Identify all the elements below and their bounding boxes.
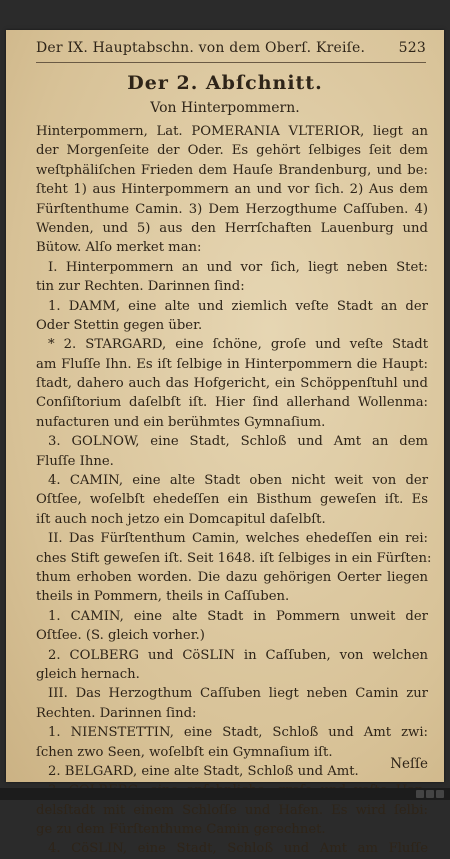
text-line: gleich hernach. (36, 666, 140, 682)
text-line: I. Hinterpommern an und vor ſich, liegt neben Stet: (48, 259, 428, 275)
text-line: 1. NIENSTETTIN, eine Stadt, Schloß und Amt zwi: (48, 725, 428, 741)
logo-icon (436, 790, 444, 798)
text-line: Oder Stettin gegen über. (36, 317, 203, 333)
text-line: nufacturen und ein berühmtes Gymnaſium. (36, 414, 326, 430)
text-line: II. Das Fürſtenthum Camin, welches ehedeſſen ein rei: (48, 531, 428, 547)
text-line: Wenden, und 5) aus den Herrſchaften Lauenburg und (36, 220, 428, 236)
running-head-title: Der IX. Hauptabschn. von dem Oberſ. Kreiſe. (36, 40, 366, 56)
text-line: thum erhoben worden. Die dazu gehörigen Oerter liegen (36, 569, 428, 585)
text-line: delsſtadt mit einem Schloſſe und Hafen. Es wird ſelbi: (36, 802, 428, 818)
text-line: 1. CAMIN, eine alte Stadt in Pommern unweit der (48, 608, 428, 624)
text-line: Hinterpommern, Lat. POMERANIA VLTERIOR, liegt an (36, 124, 428, 139)
text-line: 3. GOLNOW, eine Stadt, Schloß und Amt an dem (48, 434, 428, 450)
text-line: Oſtſee, woſelbſt ehedeſſen ein Bisthum geweſen iſt. Es (36, 492, 428, 508)
text-line: 2. COLBERG und CöSLIN in Caſſuben, von welchen (48, 647, 428, 663)
text-line: am Fluſſe Ihn. Es iſt ſelbige in Hinterpommern die Haupt: (36, 356, 428, 372)
text-line: ge zu dem Fürſtenthume Camin gerechnet. (36, 822, 326, 838)
text-line: der Morgenſeite der Oder. Es gehört ſelbiges ſeit dem (36, 143, 428, 159)
text-line: Fürſtenthume Camin. 3) Dem Herzogthume Caſſuben. 4) (36, 201, 428, 217)
text-line: ſtadt, dahero auch das Hofgericht, ein Schöppenſtuhl und (36, 376, 428, 392)
logo-group (416, 790, 444, 798)
text-line: ſteht 1) aus Hinterpommern an und vor ſich. 2) Aus dem (36, 182, 428, 198)
logo-icon (416, 790, 424, 798)
text-line: tin zur Rechten. Darinnen ſind: (36, 279, 245, 295)
text-line: Rechten. Darinnen ſind: (36, 705, 197, 721)
catchword: Neſſe (390, 756, 428, 772)
text-line: 4. CAMIN, eine alte Stadt oben nicht weit von der (48, 473, 428, 489)
page-number: 523 (398, 40, 426, 56)
text-line: weſtphäliſchen Frieden dem Hauſe Brandenburg, und be: (36, 162, 428, 178)
text-line: Oſtſee. (S. gleich vorher.) (36, 628, 205, 644)
body-text (36, 122, 432, 859)
text-line: III. Das Herzogthum Caſſuben liegt neben Camin zur (48, 686, 428, 702)
header-rule (36, 62, 426, 63)
text-line: Bütow. Alſo merket man: (36, 240, 202, 256)
text-line: 2. BELGARD, eine alte Stadt, Schloß und Amt. (48, 763, 359, 779)
text-line: ſchen zwo Seen, woſelbſt ein Gymnaſium iſt. (36, 744, 333, 760)
book-page (6, 30, 444, 857)
text-line: 1. DAMM, eine alte und ziemlich veſte Stadt an der (48, 298, 428, 314)
viewer-status-bar (0, 788, 450, 800)
text-line: * 2. STARGARD, eine ſchöne, groſe und veſte Stadt (48, 337, 428, 353)
text-line: ches Stift geweſen iſt. Seit 1648. iſt ſelbiges in ein Fürſten: (36, 550, 432, 566)
text-line: Fluſſe Ihne. (36, 453, 114, 469)
text-line: iſt auch noch jetzo ein Domcapitul daſelbſt. (36, 511, 326, 527)
text-line: theils in Pommern, theils in Caſſuben. (36, 589, 290, 605)
text-line: Conſiſtorium daſelbſt iſt. Hier ſind allerhand Wollenma: (36, 395, 428, 411)
logo-icon (426, 790, 434, 798)
text-line: 4. CöSLIN, eine Stadt, Schloß und Amt am Fluſſe (48, 841, 428, 857)
section-subheading: Von Hinterpommern. (150, 100, 300, 116)
running-head (36, 40, 426, 56)
section-heading: Der 2. Abſchnitt. (127, 72, 323, 94)
